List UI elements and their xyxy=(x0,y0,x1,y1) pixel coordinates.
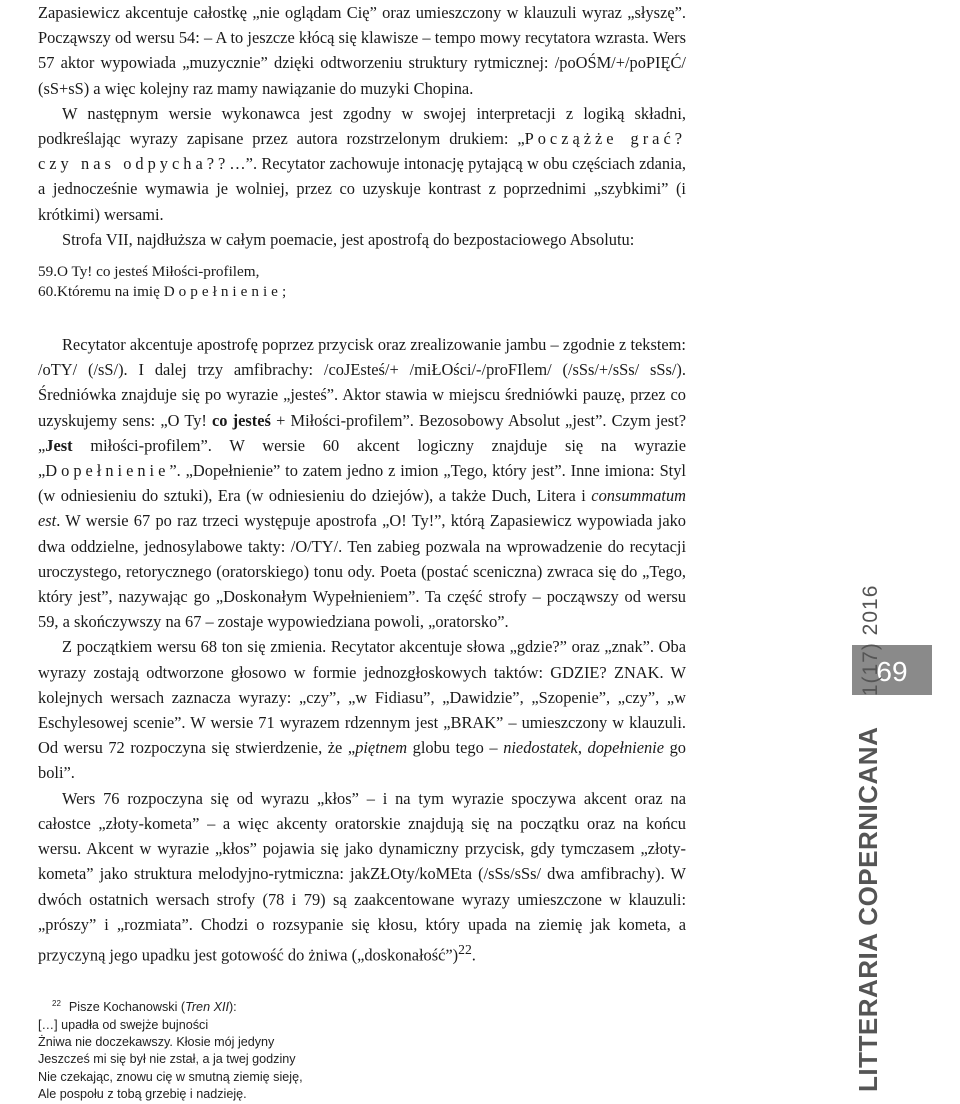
main-column xyxy=(38,0,687,1102)
quoted-verses xyxy=(38,262,686,302)
footnote-line: Jeszcześ mi się był nie zstał, a ja twej godziny xyxy=(38,1052,296,1067)
footnote-intro: $^{22}$ Pisze Kochanowski (Tren XII): xyxy=(52,999,237,1015)
paragraph-6: Wers 76 rozpoczyna się od wyrazu „kłos” – i na tym wyrazie spoczywa akcent oraz na całostce „złoty-kometa” – a więc akcenty oratorskie znajdują się na początku oraz na końcu wersu. Akcent w wyrazie „kłos” pojawia się jako dynamiczny przycisk, gdy tymczasem „złoty-kometa” jako struktura melodyjno-rytmiczna: jakZŁOty/koMEta (/sSs/sSs/ dwa amfibrachy). W dwóch ostatnich wersach strofy (78 i 79) są zaakcentowane wyrazy umieszczone w klauzuli: „prószy” i „rozmiata”. Chodzi o rozsypanie się kłosu, który upada na ziemię jak kometa, a przyczyną jego upadku jest gotowość do żniwa („doskonałość”)$^{22}$. xyxy=(38,788,686,965)
footnote-line: […] upadła od swejże bujności xyxy=(38,1017,209,1032)
paragraph-1: Zapasiewicz akcentuje całostkę „nie oglądam Cię” oraz umieszczony w klauzuli wyraz „słyszę”. Począwszy od wersu 54: – A to jeszcze kłócą się klawisze – tempo mowy recytatora wzrasta. Wers 57 aktor wypowiada „muzycznie” dzięki odtworzeniu struktury rytmicznej: /poOŚM/+/poPIĘĆ/ (sS+sS) a więc kolejny raz mamy nawiązanie do muzyki Chopina. xyxy=(38,3,686,98)
footnote-ref[interactable]: 22 xyxy=(458,941,472,957)
paragraph-5: Z początkiem wersu 68 ton się zmienia. Recytator akcentuje słowa „gdzie?” oraz „znak”. Oba wyrazy zostają odtworzone głosowo w formie jednozgłoskowych taktów: GDZIE? ZNAK. W kolejnych wersach zaznacza wyrazy: „czy”, „w Fidiasu”, „Dawidzie”, „Szopenie”, „czy”, „w Eschylesowej scenie”. W wersie 71 wyrazem rdzennym jest „BRAK” – umieszczony w klauzuli. Od wersu 72 rozpoczyna się stwierdzenie, że „piętnem globu tego – niedostatek, dopełnienie go boli”. xyxy=(38,637,686,783)
paragraph-4: Recytator akcentuje apostrofę poprzez przycisk oraz zrealizowanie jambu – zgodnie z tekstem: /oTY/ (/sS/). I dalej trzy amfibrachy: /coJEsteś/+ /miŁOści/-/proFIlem/ (/sSs/+/sSs/ sSs/). Średniówka znajduje się po wyrazie „jesteś”. Aktor stawia w miejscu średniówki pauzę, przez co uzyskujemy sens: „O Ty! co jesteś + Miłości-profilem”. Bezosobowy Absolut „jest”. Czym jest? „Jest miłości-profilem”. W wersie 60 akcent logiczny znajduje się na wyrazie „Dopełnienie”. „Dopełnienie” to zatem jedno z imion „Tego, który jest”. Inne imiona: Styl (w odniesieniu do sztuki), Era (w odniesieniu do dziejów), a także Duch, Litera i consummatum est. W wersie 67 po raz trzeci występuje apostrofa „O! Ty!”, którą Zapasiewicz wypowiada jako dwa oddzielne, jednosylabowe takty: /O/TY/. Ten zabieg pozwala na wprowadzenie do recytacji uroczystego, retorycznego (oratorskiego) tonu ody. Poeta (postać sceniczna) zwraca się do „Tego, który jest”, nazywając go „Doskonałym Wypełnieniem”. Ta część strofy – począwszy od wersu 59, a skończywszy na 67 – zostaje wypowiedziana powoli, „oratorsko”. xyxy=(38,335,687,632)
verse-59: 59.O Ty! co jesteś Miłości-profilem, xyxy=(38,263,260,281)
spaced-text: Począżże grać? czy nas odpycha?? xyxy=(38,129,686,174)
footnote-line: Ale pospołu z tobą grzebię i nadzieję. xyxy=(38,1087,247,1102)
footnote-line: Żniwa nie doczekawszy. Kłosie mój jedyny xyxy=(38,1035,275,1049)
journal-title: LITTERARIA COPERNICANA xyxy=(853,726,883,1092)
journal-running-head xyxy=(853,585,884,1092)
paragraph-3: Strofa VII, najdłuższa w całym poemacie, jest apostrofą do bezpostaciowego Absolutu: xyxy=(62,229,635,249)
footnote-line: Nie czekając, znowu cię w smutną ziemię sieję, xyxy=(38,1069,303,1084)
paragraph-2: W następnym wersie wykonawca jest zgodny w swojej interpretacji z logiką składni, podkreślając wyrazy zapisane przez autora rozstrzelonym drukiem: „Począżże grać? czy nas odpycha??…”. Recytator zachowuje intonację pytającą w obu częściach zdania, a jednocześnie wymawia je wolniej, przez co uzyskuje kontrast z poprzednimi „szybkimi” (i krótkimi) wersami. xyxy=(38,103,686,224)
footnote-number: 22 xyxy=(52,999,61,1008)
footnote xyxy=(38,995,478,1104)
page-number: 69 xyxy=(876,656,908,687)
journal-issue: 1(17) 2016 xyxy=(859,584,882,697)
verse-60: 60.Któremu na imię Dopełnienie; xyxy=(38,283,287,301)
